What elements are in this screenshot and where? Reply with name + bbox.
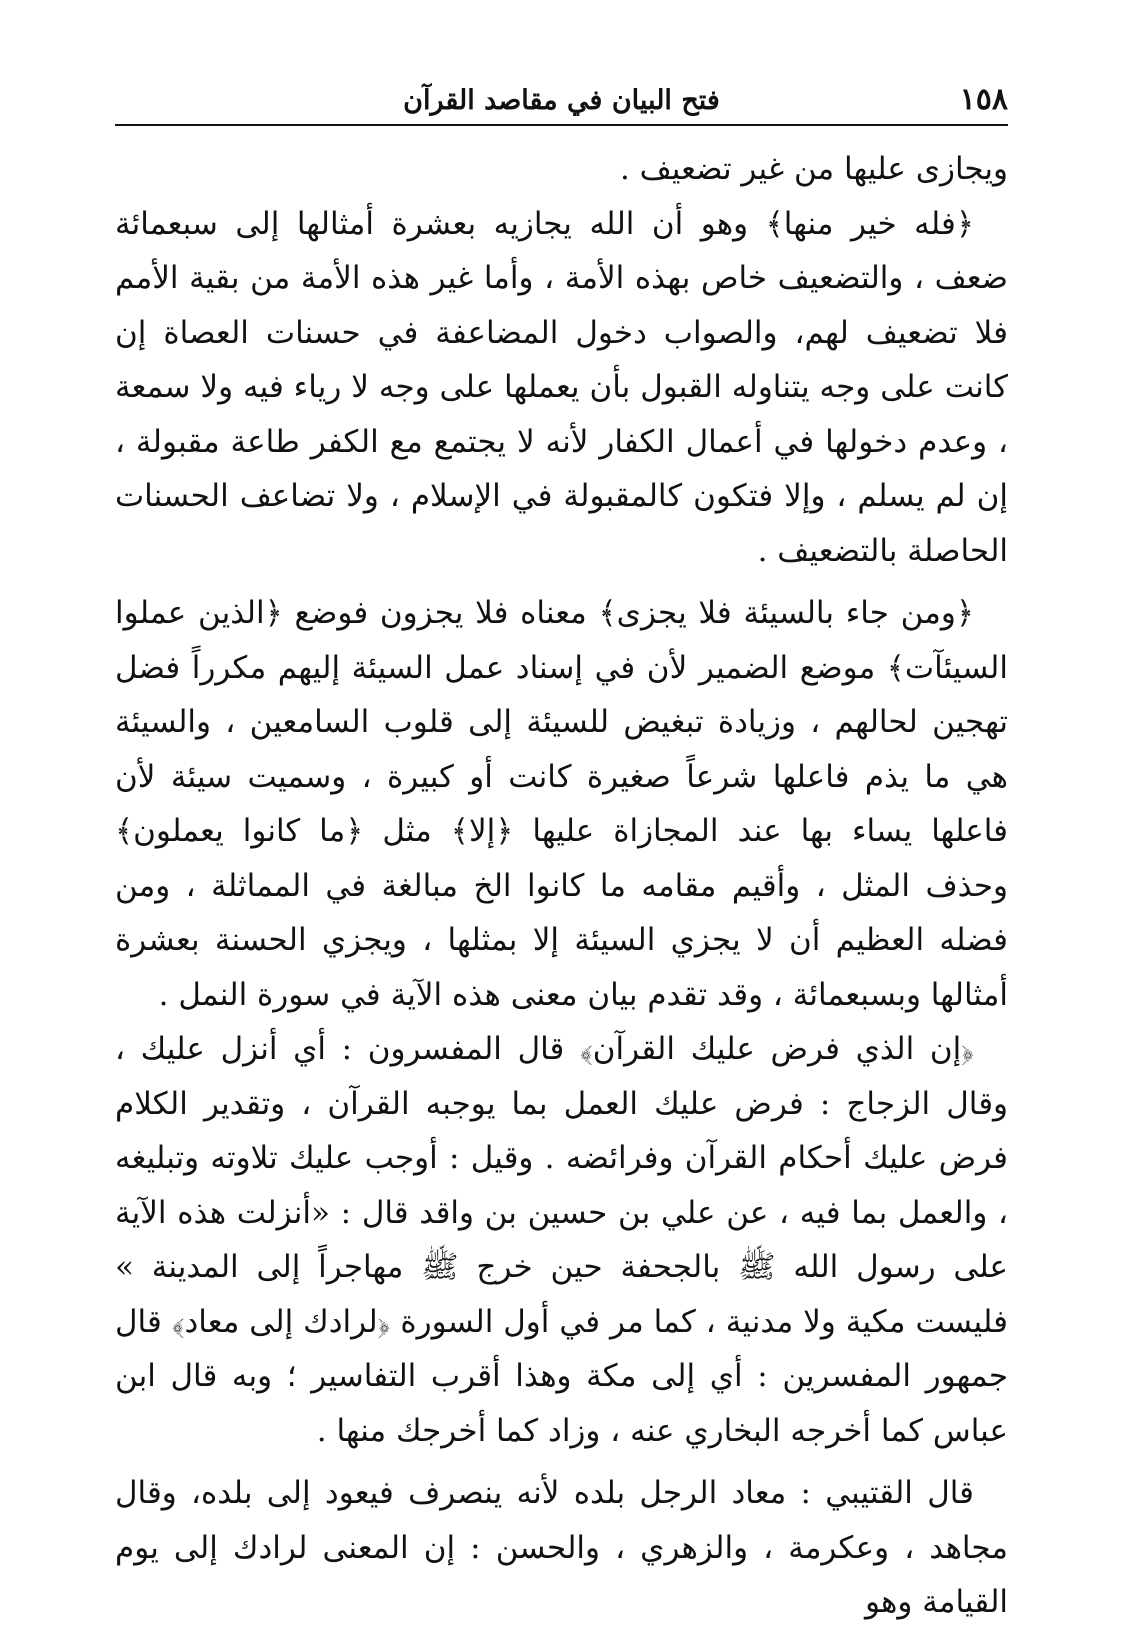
paragraph-evil-deeds: ﴿ومن جاء بالسيئة فلا يجزى﴾ معناه فلا يجزون فوضع ﴿الذين عملوا السيئآت﴾ موضع الضمير لأن في إسناد عمل السيئة إليهم مكرراً فضل تهجين لحالهم ، وزيادة تبغيض للسيئة إلى قلوب السامعين ، والسيئة هي ما يذم فاعلها شرعاً صغيرة كانت أو كبيرة ، وسميت سيئة لأن فاعلها يساء بها عند المجازاة عليها ﴿إلا﴾ مثل ﴿ما كانوا يعملون﴾ وحذف المثل ، وأقيم مقامه ما كانوا الخ مبالغة في المماثلة ، ومن فضله العظيم أن لا يجزي السيئة إلا بمثلها ، ويجزي الحسنة بعشرة أمثالها وبسبعمائة ، وقد تقدم بيان معنى هذه الآية في سورة النمل .	[115, 595, 1008, 1013]
running-title: فتح البيان في مقاصد القرآن	[403, 85, 720, 116]
paragraph-continuation: ويجازى عليها من غير تضعيف .	[619, 151, 1008, 187]
paragraph-qutaybi: قال القتيبي : معاد الرجل بلده لأنه ينصرف فيعود إلى بلده، وقال مجاهد ، وعكرمة ، والزهري ، والحسن : إن المعنى لرادك إلى يوم القيامة وهو	[115, 1475, 1008, 1620]
paragraph-reward: ﴿فله خير منها﴾ وهو أن الله يجازيه بعشرة أمثالها إلى سبعمائة ضعف ، والتضعيف خاص بهذه الأمة ، وأما غير هذه الأمة من بقية الأمم فلا تضعيف لهم، والصواب دخول المضاعفة في حسنات العصاة إن كانت على وجه يتناوله القبول بأن يعملها على وجه لا رياء فيه ولا سمعة ، وعدم دخولها في أعمال الكفار لأنه لا يجتمع مع الكفر طاعة مقبولة ، إن لم يسلم ، وإلا فتكون كالمقبولة في الإسلام ، ولا تضاعف الحسنات الحاصلة بالتضعيف .	[115, 205, 1008, 569]
page-number: ١٥٨	[959, 82, 1008, 117]
book-page	[115, 78, 1008, 1630]
page-body	[115, 142, 1008, 1630]
paragraph-quran-obligation: ﴿إن الذي فرض عليك القرآن﴾ قال المفسرون : أي أنزل عليك ، وقال الزجاج : فرض عليك العمل بما يوجبه القرآن ، وتقدير الكلام فرض عليك أحكام القرآن وفرائضه . وقيل : أوجب عليك تلاوته وتبليغه ، والعمل بما فيه ، عن علي بن حسين بن واقد قال : «أنزلت هذه الآية على رسول الله ﷺ بالجحفة حين خرج ﷺ مهاجراً إلى المدينة » فليست مكية ولا مدنية ، كما مر في أول السورة ﴿لرادك إلى معاد﴾ قال جمهور المفسرين : أي إلى مكة وهذا أقرب التفاسير ؛ وبه قال ابن عباس كما أخرجه البخاري عنه ، وزاد كما أخرجك منها .	[115, 1031, 1008, 1449]
page-header	[115, 78, 1008, 126]
